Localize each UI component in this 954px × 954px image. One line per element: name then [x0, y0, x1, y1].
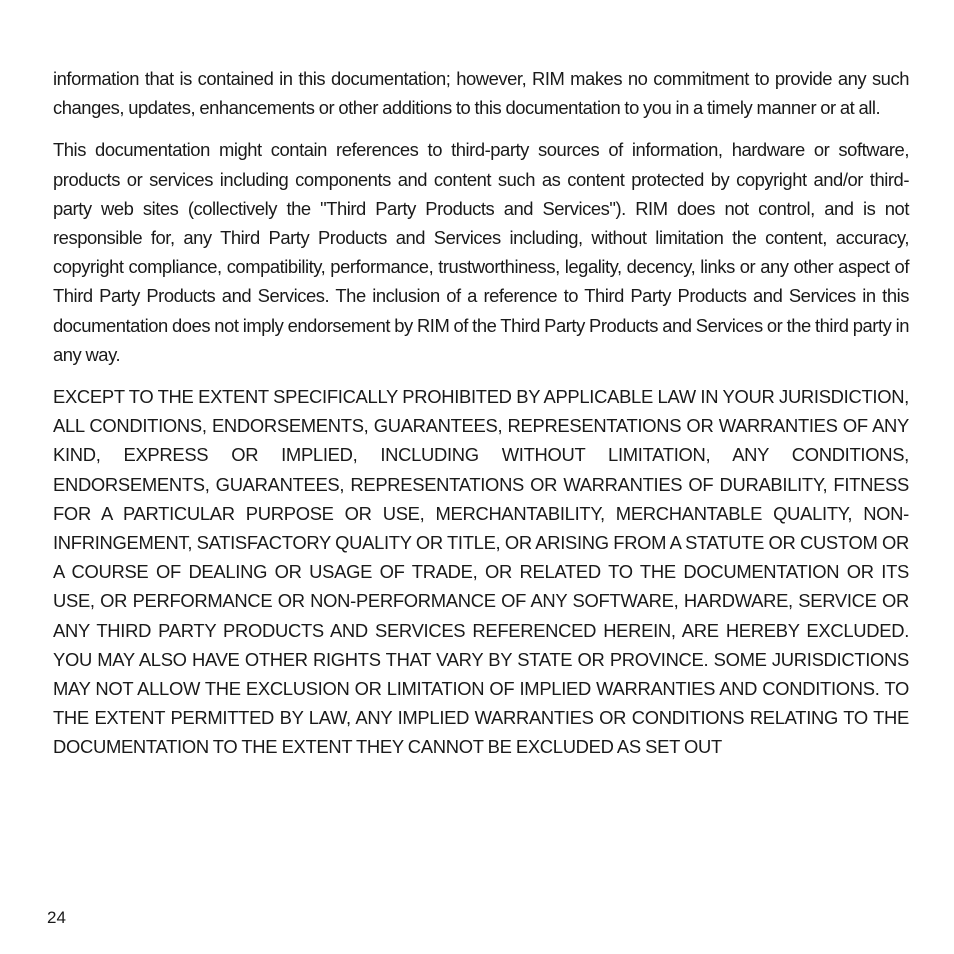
paragraph-warranty-disclaimer: EXCEPT TO THE EXTENT SPECIFICALLY PROHIBITED BY APPLICABLE LAW IN YOUR JURISDICTION, ALL CONDITIONS, ENDORSEMENTS, GUARANTEES, REPRESENTATIONS OR WARRANTIES OF ANY KIND, EXPRESS OR IMPLIED, INCLUDING WITHOUT LIMITATION, ANY CONDITIONS, ENDORSEMENTS, GUARANTEES, REPRESENTATIONS OR WARRANTIES OF DURABILITY, FITNESS FOR A PARTICULAR PURPOSE OR USE, MERCHANTABILITY, MERCHANTABLE QUALITY, NON-INFRINGEMENT, SATISFACTORY QUALITY OR TITLE, OR ARISING FROM A STATUTE OR CUSTOM OR A COURSE OF DEALING OR USAGE OF TRADE, OR RELATED TO THE DOCUMENTATION OR ITS USE, OR PERFORMANCE OR NON-PERFORMANCE OF ANY SOFTWARE, HARDWARE, SERVICE OR ANY THIRD PARTY PRODUCTS AND SERVICES REFERENCED HEREIN, ARE HEREBY EXCLUDED. YOU MAY ALSO HAVE OTHER RIGHTS THAT VARY BY STATE OR PROVINCE. SOME JURISDICTIONS MAY NOT ALLOW THE EXCLUSION OR LIMITATION OF IMPLIED WARRANTIES AND CONDITIONS. TO THE EXTENT PERMITTED BY LAW, ANY IMPLIED WARRANTIES OR CONDITIONS RELATING TO THE DOCUMENTATION TO THE EXTENT THEY CANNOT BE EXCLUDED AS SET OUT	[53, 386, 909, 758]
page-number: 24	[47, 908, 66, 927]
paragraph-updates-commitment: information that is contained in this documentation; however, RIM makes no commitment to provide any such changes, updates, enhancements or other additions to this documentation to you in a timely manner or at all.	[53, 68, 909, 119]
paragraph-third-party-products: This documentation might contain references to third-party sources of information, hardware or software, products or services including components and content such as content protected by copyright and/or third-party web sites (collectively the "Third Party Products and Services"). RIM does not control, and is not responsible for, any Third Party Products and Services including, without limitation the content, accuracy, copyright compliance, compatibility, performance, trustworthiness, legality, decency, links or any other aspect of Third Party Products and Services. The inclusion of a reference to Third Party Products and Services in this documentation does not imply endorsement by RIM of the Third Party Products and Services or the third party in any way.	[53, 139, 909, 365]
page-content	[53, 64, 909, 775]
